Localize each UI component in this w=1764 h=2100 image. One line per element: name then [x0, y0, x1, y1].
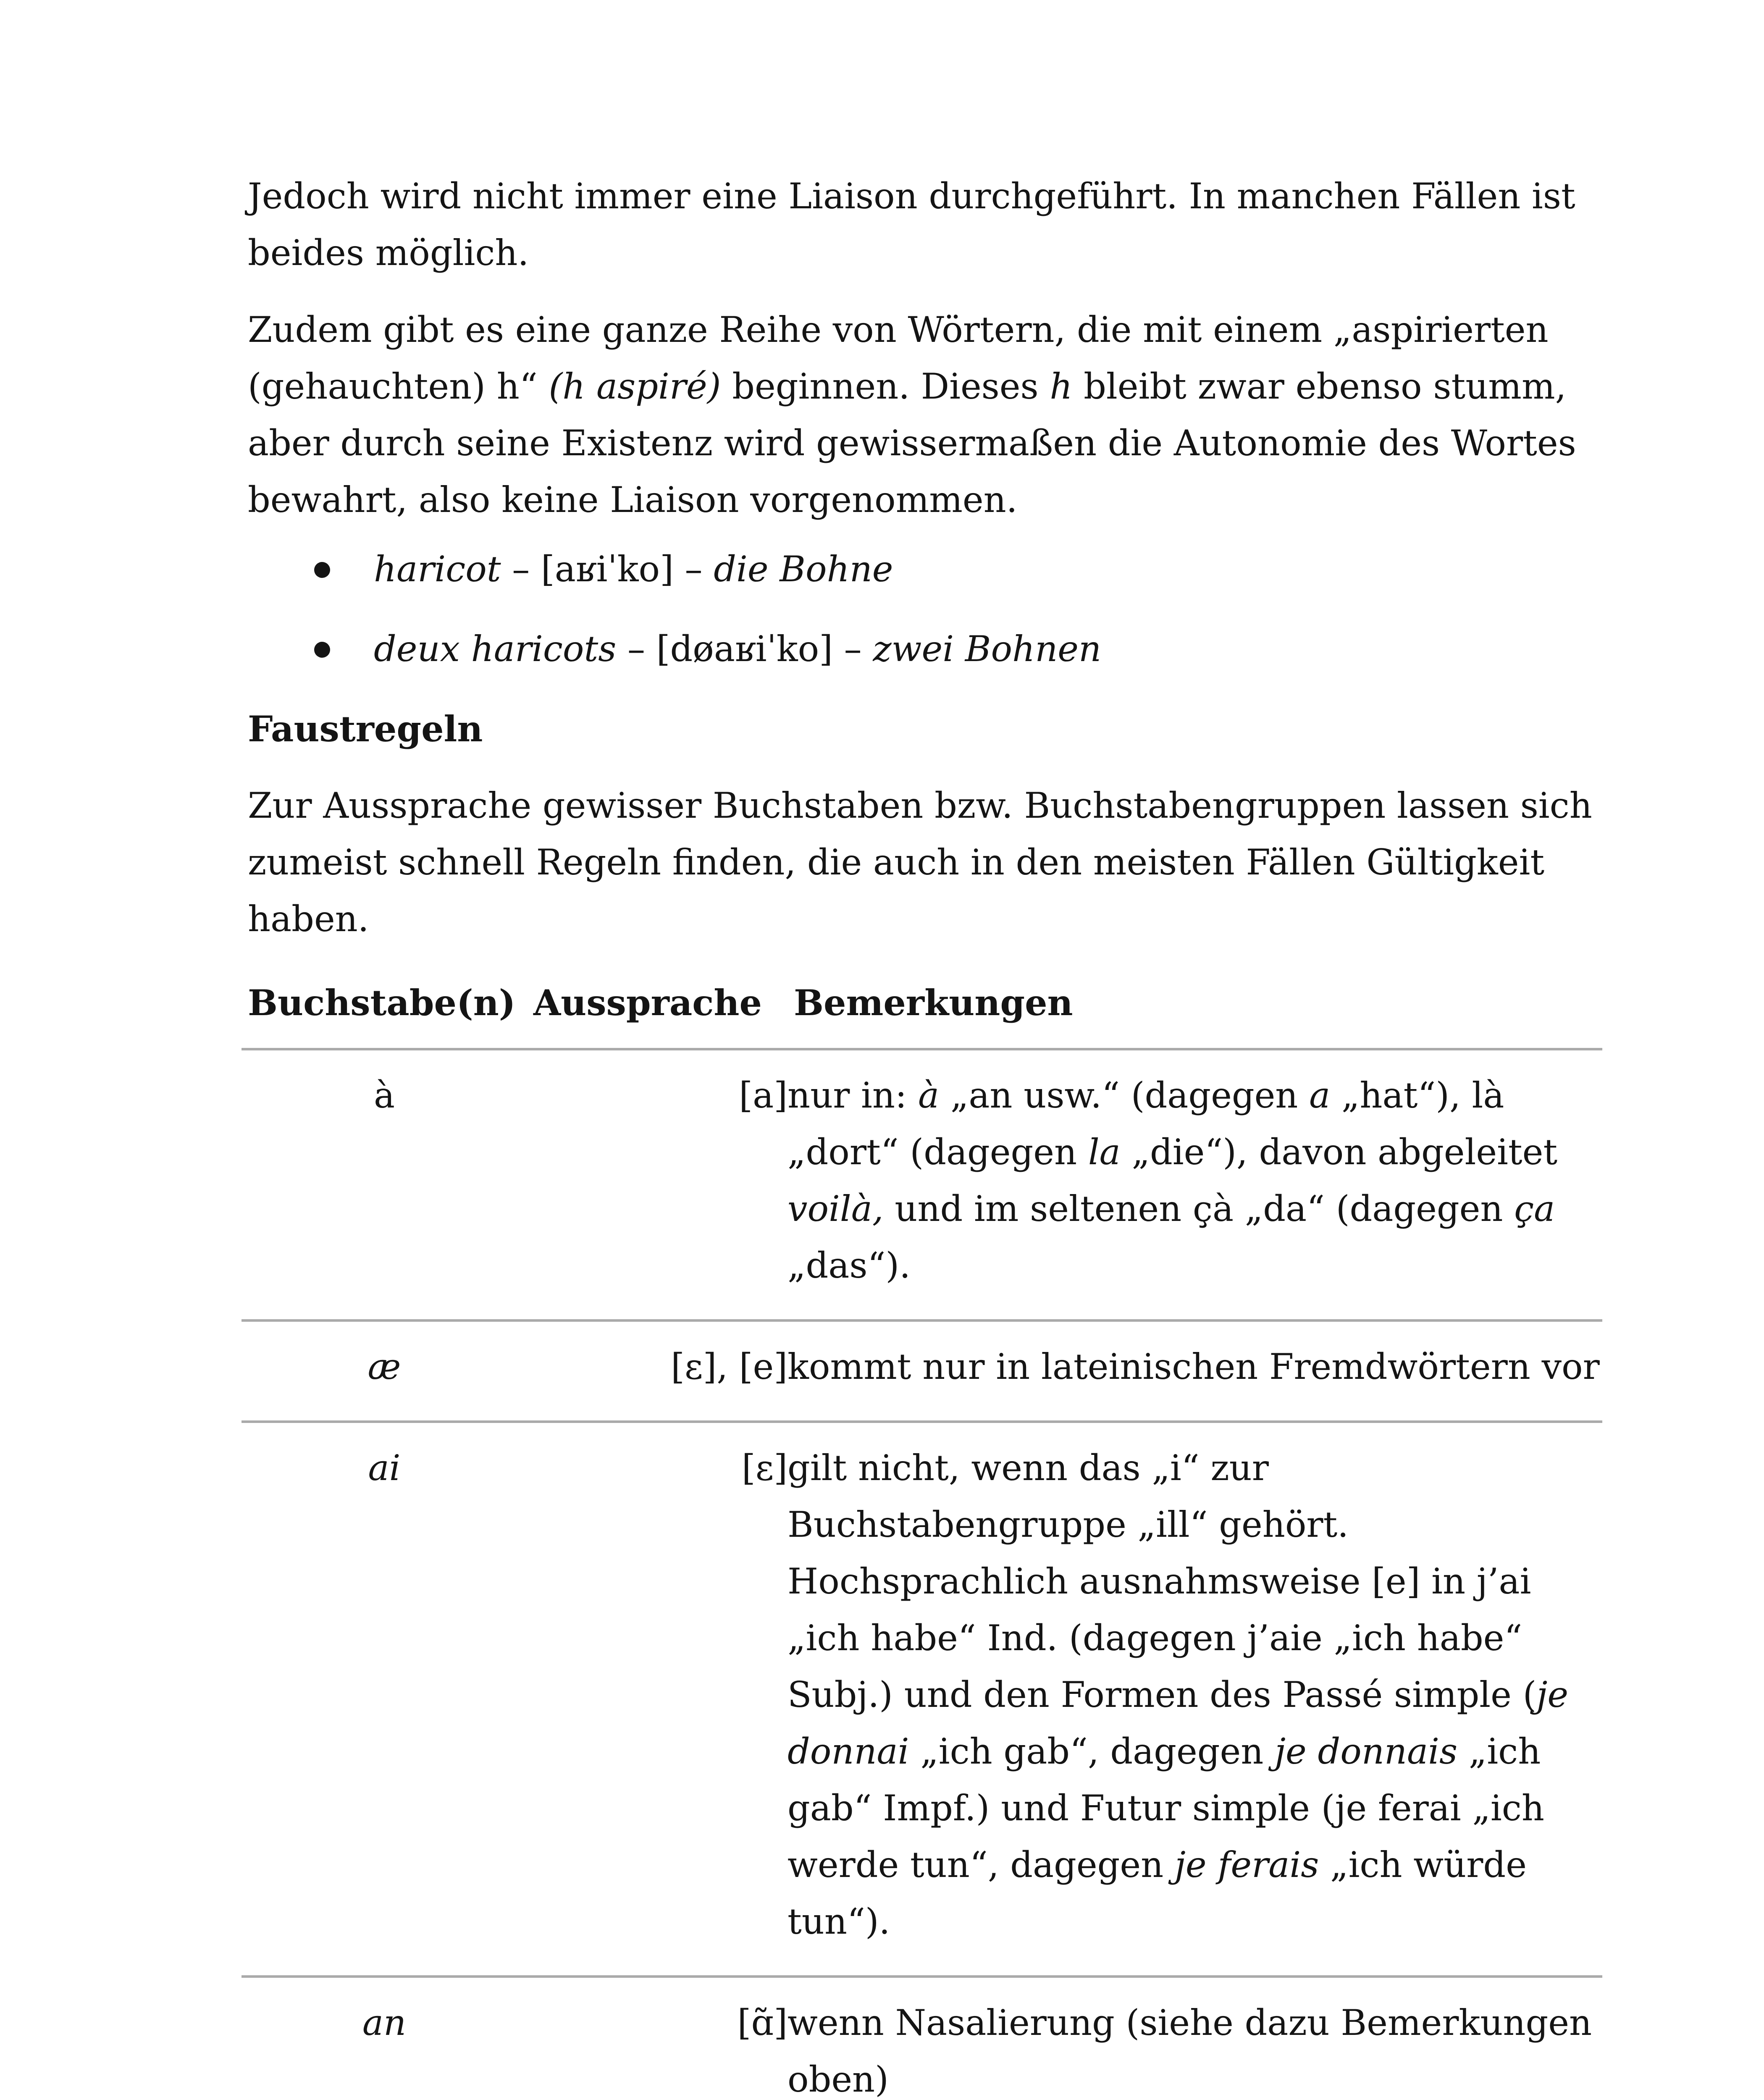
remark-segment: „an usw.“ (dagegen — [939, 1075, 1310, 1116]
example-list — [248, 541, 1600, 677]
remark-segment-italic: je ferais — [1174, 1844, 1319, 1885]
list-item — [248, 621, 1600, 677]
cell-letter: à — [242, 1049, 527, 1320]
paragraph-h-aspire — [248, 302, 1600, 528]
cell-remarks — [788, 1422, 1602, 1977]
text-segment: Zudem gibt es eine ganze Reihe von Wörtern, die mit einem „aspirierten (gehauchten) h“ — [248, 309, 1549, 407]
paragraph-intro: Zur Aussprache gewisser Buchstaben bzw. Buchstabengruppen lassen sich zumeist schnell Regeln finden, die auch in den meisten Fällen Gültigkeit haben. — [248, 785, 1592, 940]
remark-segment-italic: ça — [1514, 1188, 1555, 1229]
table-header-row — [242, 962, 1602, 1049]
text-segment: bleibt zwar ebenso stumm, aber durch seine Existenz wird gewissermaßen die Autonomie des Wortes bewahrt, also keine Liaison vorgenommen. — [248, 366, 1576, 520]
text-segment-italic: h — [1050, 366, 1073, 407]
example-meaning: zwei Bohnen — [873, 628, 1102, 669]
cell-remarks — [788, 1977, 1602, 2100]
text-segment-italic: (h aspiré) — [549, 366, 721, 407]
paragraph-liaison: Jedoch wird nicht immer eine Liaison durchgeführt. In manchen Fällen ist beides möglich. — [248, 176, 1575, 273]
example-word: haricot — [374, 549, 501, 590]
cell-remarks — [788, 1049, 1602, 1320]
cell-pronunciation: [ɛ] — [527, 1422, 788, 1977]
cell-letter: ai — [242, 1422, 527, 1977]
remark-segment-italic: je donnai — [788, 1674, 1569, 1772]
column-header-remarks: Bemerkungen — [788, 962, 1602, 1049]
remark-segment-italic: a — [1309, 1075, 1331, 1116]
table-row — [242, 1422, 1602, 1977]
remark-segment-italic: à — [918, 1075, 940, 1116]
remark-segment: gilt nicht, wenn das „i“ zur Buchstabengruppe „ill“ gehört. Hochsprachlich ausnahmsweise [e] in j’ai „ich habe“ Ind. (dagegen j’aie „ich habe“ Subj.) und den Formen des Passé simple ( — [788, 1447, 1537, 1715]
remark-segment: und im seltenen çà „da“ (dagegen — [883, 1188, 1515, 1229]
page-body — [248, 168, 1600, 948]
remark-segment: wenn Nasalierung (siehe dazu Bemerkungen oben) — [788, 2002, 1592, 2100]
bullet-icon — [314, 642, 330, 658]
example-ipa: – [aʁiˈko] – — [501, 549, 714, 590]
remark-segment-italic: voilà, — [788, 1188, 884, 1229]
remark-segment: „hat“), là „dort“ (dagegen — [788, 1075, 1504, 1173]
remark-segment: „ich gab“, dagegen — [909, 1731, 1275, 1772]
section-heading: Faustregeln — [248, 708, 483, 750]
cell-remarks — [788, 1320, 1602, 1422]
column-header-letter: Buchstabe(n) — [242, 962, 527, 1049]
cell-letter: æ — [242, 1320, 527, 1422]
table-row — [242, 1320, 1602, 1422]
bullet-icon — [314, 562, 330, 578]
table-row — [242, 1977, 1602, 2100]
column-header-pronunciation: Aussprache — [527, 962, 788, 1049]
list-item — [248, 541, 1600, 598]
example-meaning: die Bohne — [714, 549, 893, 590]
remark-segment: „ich gab“ Impf.) und Futur simple (je ferai „ich werde tun“, dagegen — [788, 1731, 1544, 1885]
remark-segment: kommt nur in lateinischen Fremdwörtern vor — [788, 1346, 1600, 1387]
example-word: deux haricots — [374, 628, 617, 669]
table-row — [242, 1049, 1602, 1320]
remark-segment: „die“), davon abgeleitet — [1120, 1131, 1558, 1173]
cell-pronunciation: [a] — [527, 1049, 788, 1320]
cell-pronunciation: [ɛ], [e] — [527, 1320, 788, 1422]
cell-letter: an — [242, 1977, 527, 2100]
remark-segment-italic: la — [1088, 1131, 1121, 1173]
pronunciation-table — [242, 962, 1602, 2100]
remark-segment: nur in: — [788, 1075, 919, 1116]
remark-segment: „ich würde tun“). — [788, 1844, 1527, 1942]
remark-segment-italic: je donnais — [1275, 1731, 1458, 1772]
cell-pronunciation: [ɑ̃] — [527, 1977, 788, 2100]
example-ipa: – [døaʁiˈko] – — [616, 628, 873, 669]
text-segment: beginnen. Dieses — [721, 366, 1050, 407]
remark-segment: „das“). — [788, 1245, 911, 1286]
